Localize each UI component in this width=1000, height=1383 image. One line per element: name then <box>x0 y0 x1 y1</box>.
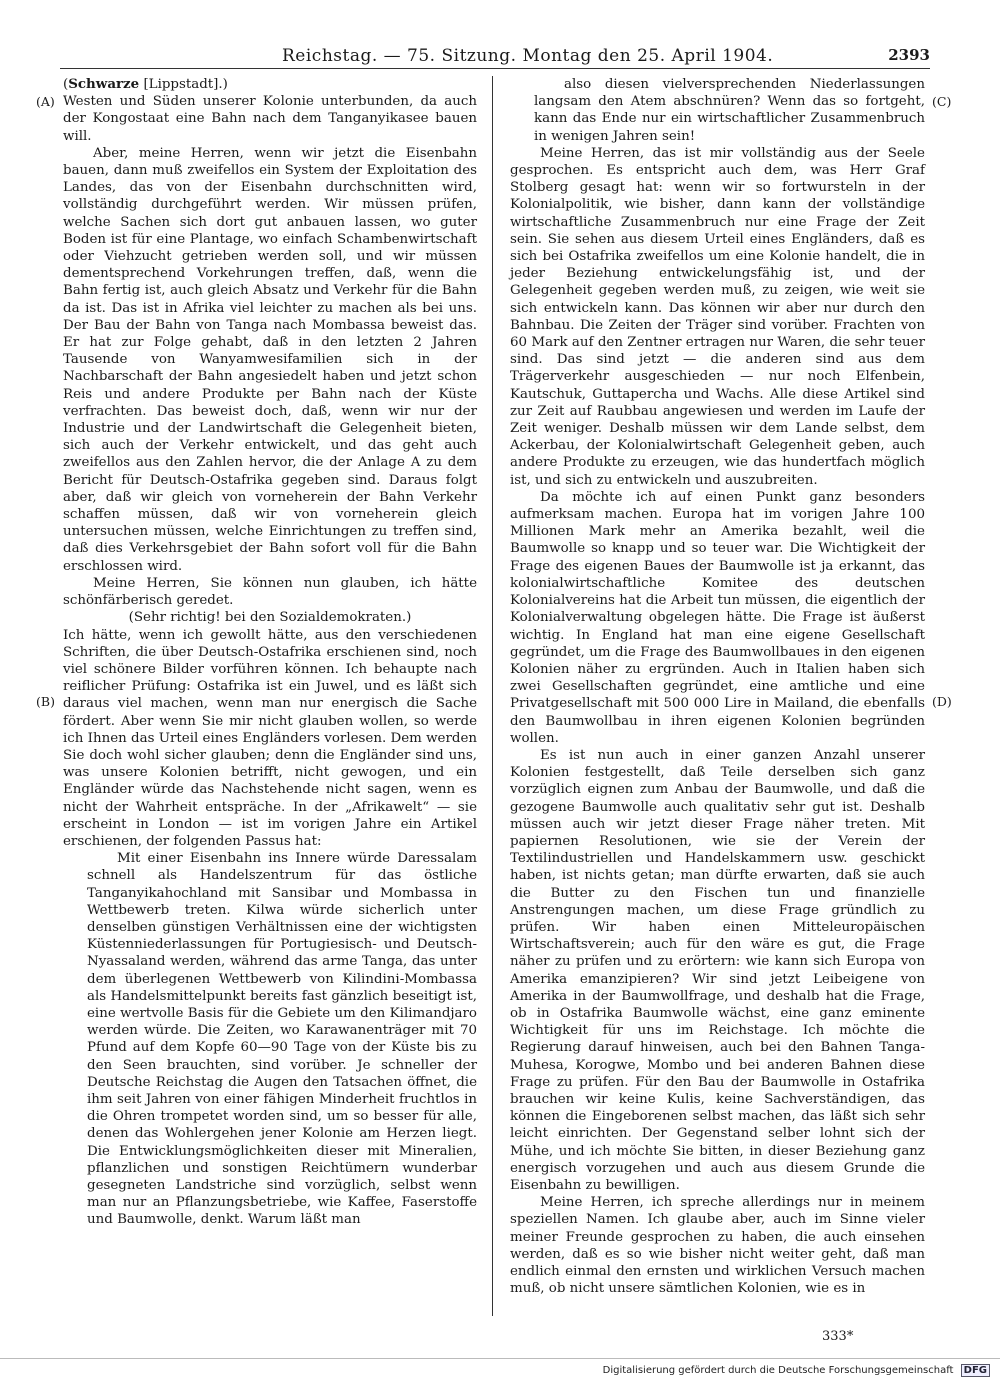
margin-marker-c: (C) <box>932 94 952 109</box>
right-column <box>510 76 925 1297</box>
running-title: Reichstag. — 75. Sitzung. Montag den 25. April 1904. <box>282 46 774 66</box>
paragraph: Ich hätte, wenn ich gewollt hätte, aus den verschiedenen Schriften, die über Deutsch-Ostafrika erschienen sind, noch viel schönere Bilder vorführen können. Ich behaupte nach reiflicher Prüfung: Ostafrika ist ein Juwel, und es läßt sich daraus viel machen, wenn man nur energisch die Sache fördert. Aber wenn Sie mir nicht glauben wollen, so werde ich Ihnen das Urteil eines Engländers vorlesen. Dem werden Sie doch wohl sicher glauben; denn die Engländer sind uns, was unsere Kolonien betrifft, nicht gewogen, und ein Engländer würde das Nachstehende nicht sagen, wenn es nicht der Wahrheit entspräche. In der „Afrikawelt“ — sie erscheint in London — ist im vorigen Jahre ein Artikel erschienen, der folgenden Passus hat: <box>63 627 477 849</box>
block-quote: Mit einer Eisenbahn ins Innere würde Daressalam schnell als Handelszentrum für das östliche Tanganyikahochland mit Sansibar und Mombassa in Wettbewerb treten. Kilwa würde sicherlich unter denselben günstigen Verhältnissen eine der wichtigsten Küstenniederlassungen für Portugiesisch- und Deutsch-Nyassaland werden, während das arme Tanga, das unter dem überlegenen Wettbewerb von Kilindini-Mombassa als Handelsmittelpunkt bereits fast gänzlich beseitigt ist, eine wertvolle Basis für die Gebiete um den Kilimandjaro werden würde. Die Zeiten, wo Karawanenträger mit 70 Pfund auf dem Kopfe 60—90 Tage von der Küste bis zu den Seen brauchten, sind vorüber. Je schneller der Deutsche Reichstag die Augen den Tatsachen öffnet, die ihm seit Jahren von einer fähigen Minderheit fruchtlos in die Ohren trompetet worden sind, um so besser für alle, denen das Wohlergehen jener Kolonie am Herzen liegt. Die Entwicklungsmöglichkeiten dieser mit Mineralien, pflanzlichen und sonstigen Reichtümern wunderbar gesegneten Landstriche sind vorzüglich, selbst wenn man nur an Pflanzungsbetriebe, wie Kaffee, Faserstoffe und Baumwolle, denkt. Warum läßt man <box>87 851 477 1228</box>
margin-marker-a: (A) <box>36 94 55 109</box>
footer-rule <box>0 1358 1000 1359</box>
paragraph: Meine Herren, Sie können nun glauben, ich hätte schönfärberisch geredet. <box>63 575 477 609</box>
footer-text: Digitalisierung gefördert durch die Deutsche Forschungsgemeinschaft <box>602 1365 954 1376</box>
paragraph: Aber, meine Herren, wenn wir jetzt die Eisenbahn bauen, dann muß zweifellos ein System der Exploitation des Landes, das von der Eisenbahn durchschnitten wird, vollständig durchgeführt werden. Wir müssen prüfen, welche Sachen sich dort gut anbauen lassen, wo guter Boden ist für eine Plantage, wo einfach Schambenwirtschaft oder Viehzucht getrieben werden soll, und wir müssen dementsprechend Vorkehrungen treffen, daß, wenn die Bahn fertig ist, auch gleich Absatz und Verkehr für die Bahn da ist. Das ist in Afrika viel leichter zu machen als bei uns. Der Bau der Bahn von Tanga nach Mombassa beweist das. Er hat zur Folge gehabt, daß in den letzten 2 Jahren Tausende von Wanyamwesifamilien sich in der Nachbarschaft der Bahn angesiedelt haben und jetzt schon Reis und andere Produkte per Bahn nach der Küste verfrachten. Das beweist doch, daß, wenn wir nur der Industrie und der Landwirtschaft die Gelegenheit bieten, sich auch der Verkehr entwickelt, und das geht auch zweifellos aus den Zahlen hervor, die der Anlage A zu dem Bericht für Deutsch-Ostafrika gegeben sind. Daraus folgt aber, daß wir gleich von vorneherein der Bahn Verkehr schaffen müssen, daß wir von vorneherein gleich untersuchen müssen, welche Einrichtungen zu treffen sind, daß dies Verkehrsgebiet der Bahn sofort voll für die Bahn erschlossen wird. <box>63 145 477 574</box>
margin-marker-b: (B) <box>36 694 55 709</box>
paragraph: Meine Herren, ich spreche allerdings nur in meinem speziellen Namen. Ich glaube aber, auch im Sinne vieler meiner Freunde gesprochen zu haben, die auch einsehen werden, daß es so wie bisher nicht weiter geht, daß man endlich einmal den ernsten und wirklichen Versuch machen muß, ob nicht unsere sämtlichen Kolonien, wie es in <box>510 1195 925 1297</box>
page-header <box>60 46 930 70</box>
left-column <box>63 76 477 1229</box>
paragraph: Da möchte ich auf einen Punkt ganz besonders aufmerksam machen. Europa hat im vorigen Jahre 100 Millionen Mark mehr an Amerika bezahlt, weil die Baumwolle so knapp und so teuer war. Die Wichtigkeit der Frage des eigenen Baues der Baumwolle ist ja erkannt, das kolonialwirtschaftliche Komitee des deutschen Kolonialvereins hat die Arbeit tun müssen, die eigentlich der Kolonialverwaltung obgelegen hätte. Die Frage ist äußerst wichtig. In England hat man eine eigene Gesellschaft gegründet, um die Frage des Baumwollbaues in den eigenen Kolonien näher zu ergründen. Auch in Italien haben sich zwei Gesellschaften gegründet, eine amtliche und eine Privatgesellschaft mit 500 000 Lire in Mailand, die ebenfalls den Baumwollbau in ihren eigenen Kolonien begründen wollen. <box>510 489 925 746</box>
paragraph: Es ist nun auch in einer ganzen Anzahl unserer Kolonien festgestellt, daß Teile derselben sich ganz vorzüglich eignen zum Anbau der Baumwolle, und daß die gezogene Baumwolle auch qualitativ sehr gut ist. Deshalb müssen auch wir jetzt dieser Frage näher treten. Mit papiernen Resolutionen, wie sie der Verein der Textilindustriellen und Handelskammern usw. geschickt haben, ist nichts getan; man dürfte erwarten, daß sie auch die Butter zu den Fischen tun und finanzielle Anstrengungen machen, um diese Frage gründlich zu prüfen. Wir haben einen Mitteleuropäischen Wirtschaftsverein; auch für den wäre es gut, die Frage näher zu prüfen und zu erörtern: wie kann sich Europa von Amerika emanzipieren? Wir sind jetzt Leibeigene von Amerika in der Baumwollfrage, und deshalb hat die Frage, ob in Ostafrika Baumwolle wächst, eine ganz eminente Wichtigkeit für uns im Reichstage. Ich möchte die Regierung darauf hinweisen, auch bei den Bahnen Tanga-Muhesa, Korogwe, Mombo und bei anderen Bahnen diese Frage zu prüfen. Für den Bau der Baumwolle in Ostafrika brauchen wir keine Kulis, keine Sachverständigen, das können die Eingeborenen selbst machen, das läßt sich sehr leicht einrichten. Der Gegenstand selber lohnt sich der Mühe, und ich möchte Sie bitten, in dieser Beziehung ganz energisch vorzugehen und auch aus diesem Grunde die Eisenbahn zu bewilligen. <box>510 747 925 1193</box>
margin-marker-d: (D) <box>932 694 952 709</box>
dfg-logo: DFG <box>961 1364 990 1377</box>
paragraph: Westen und Süden unserer Kolonie unterbunden, da auch der Kongostaat eine Bahn nach dem Tanganyikasee bauen will. <box>63 94 477 144</box>
column-divider <box>492 76 493 1316</box>
page-number: 2393 <box>888 46 930 64</box>
paragraph: Meine Herren, das ist mir vollständig aus der Seele gesprochen. Es entspricht auch dem, was Herr Graf Stolberg gesagt hat: wenn wir so fortwursteln in der Kolonialpolitik, wie bisher, dann kann der vollständige wirtschaftliche Zusammenbruch nur eine Frage der Zeit sein. Sie sehen aus diesem Urteil eines Engländers, daß es sich bei Ostafrika zweifellos um eine Kolonie handelt, die in jeder Beziehung entwickelungsfähig ist, und der Gelegenheit gegeben werden muß, zu zeigen, wie weit sie sich entwickeln kann. Das können wir aber nur durch den Bahnbau. Die Zeiten der Träger sind vorüber. Frachten von 60 Mark auf den Zentner ertragen nur Waren, die sehr teuer sind. Das sind jetzt — die anderen sind aus dem Trägerverkehr ausgeschieden — nur noch Elfenbein, Kautschuk, Guttapercha und Wachs. Alle diese Artikel sind zur Zeit auf Raubbau angewiesen und werden im Laufe der Zeit weniger. Deshalb müssen wir dem Lande selbst, dem Ackerbau, der Kolonialwirtschaft Gelegenheit geben, auch andere Produkte zu erzeugen, wie das hundertfach möglich ist, und sich zu entwickeln und auszubreiten. <box>510 145 925 488</box>
speaker-line: (Schwarze [Lippstadt].) <box>63 76 228 92</box>
header-rule <box>60 68 930 69</box>
interjection: (Sehr richtig! bei den Sozialdemokraten.) <box>128 610 412 626</box>
speaker-place: [Lippstadt] <box>143 77 219 92</box>
footer <box>603 1364 990 1377</box>
signature-mark: 333* <box>822 1329 854 1344</box>
speaker-name: Schwarze <box>68 76 140 92</box>
block-quote-continued: also diesen vielversprechenden Niederlassungen langsam den Atem abschnüren? Wenn das so fortgeht, kann das Ende nur ein wirtschaftlicher Zusammenbruch in wenigen Jahren sein! <box>534 77 925 144</box>
